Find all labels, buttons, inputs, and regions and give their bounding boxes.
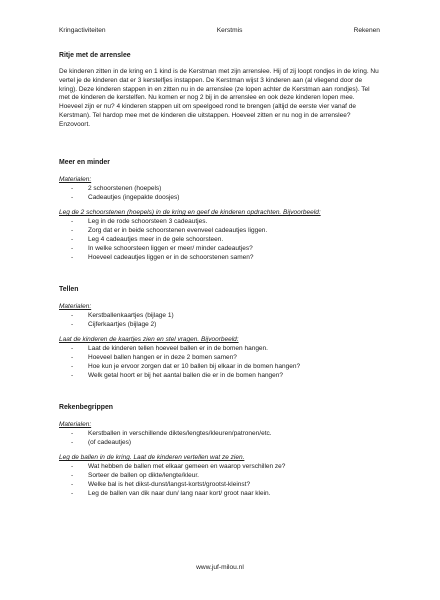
list-item: - Cijferkaartjes (bijlage 2) bbox=[59, 320, 380, 329]
section-ritje bbox=[59, 51, 380, 129]
page-header bbox=[59, 26, 380, 35]
materials-list bbox=[59, 429, 380, 447]
header-left: Kringactiviteiten bbox=[59, 27, 106, 34]
list-item: - Welke bal is het dikst-dunst/langst-kortst/grootst-kleinst? bbox=[59, 480, 380, 489]
page-footer bbox=[0, 563, 440, 572]
footer-url: www.juf-milou.nl bbox=[196, 564, 244, 571]
section-paragraph: De kinderen zitten in de kring en 1 kind is de Kerstman met zijn arrenslee. Hij of zij loopt rondjes in de kring. Nu vertel je de kinderen dat er 3 kerstelfjes instappen. De Kerstman wijst 3 kinderen aan (al vliegend door de kring). Deze kinderen stappen in en zitten nu in de arrenslee (ze lopen achter de Kerstman aan rondjes). Tel met de kinderen de kerstelfen. Nu komen er nog 2 bij in de arrenslee en ook deze kinderen lopen mee. Hoeveel zijn er nu? 4 kinderen stappen uit om speelgoed rond te brengen (altijd de eerste vier vanaf de Kerstman). Tel hardop mee met de kinderen die uitstappen. Hoeveel zitten er nu nog in de arrenslee? Enzovoort. bbox=[59, 68, 379, 128]
materials-label: Materialen: bbox=[59, 421, 92, 429]
instructions-list bbox=[59, 344, 380, 380]
section-title: Rekenbegrippen bbox=[59, 404, 113, 412]
list-item: - Leg de ballen van dik naar dun/ lang naar kort/ groot naar klein. bbox=[59, 489, 380, 498]
instructions-list bbox=[59, 462, 380, 498]
materials-list bbox=[59, 311, 380, 329]
list-item: - Kerstballenkaartjes (bijlage 1) bbox=[59, 311, 380, 320]
list-item: - Cadeautjes (ingepakte doosjes) bbox=[59, 193, 380, 202]
list-item: - (of cadeautjes) bbox=[59, 438, 380, 447]
header-right: Rekenen bbox=[353, 27, 380, 34]
instructions-label: Laat de kinderen de kaartjes zien en stel vragen. Bijvoorbeeld: bbox=[59, 336, 239, 344]
list-item: - Hoeveel ballen hangen er in deze 2 bomen samen? bbox=[59, 353, 380, 362]
list-item: - Hoe kun je ervoor zorgen dat er 10 ballen bij elkaar in de bomen hangen? bbox=[59, 362, 380, 371]
list-item: - Laat de kinderen tellen hoeveel ballen er in de bomen hangen. bbox=[59, 344, 380, 353]
list-item: - Welk getal hoort er bij het aantal ballen die er in de bomen hangen? bbox=[59, 371, 380, 380]
materials-label: Materialen: bbox=[59, 176, 92, 184]
section-title: Tellen bbox=[59, 286, 79, 294]
list-item: - In welke schoorsteen liggen er meer/ minder cadeautjes? bbox=[59, 244, 380, 253]
list-item: - Leg in de rode schoorsteen 3 cadeautjes. bbox=[59, 217, 380, 226]
materials-label: Materialen: bbox=[59, 303, 92, 311]
list-item: - Zorg dat er in beide schoorstenen evenveel cadeautjes liggen. bbox=[59, 226, 380, 235]
list-item: - Wat hebben de ballen met elkaar gemeen en waarop verschillen ze? bbox=[59, 462, 380, 471]
list-item: - Kerstballen in verschillende diktes/lengtes/kleuren/patronen/etc. bbox=[59, 429, 380, 438]
header-center: Kerstmis bbox=[216, 27, 243, 34]
section-rekenbegrippen bbox=[59, 403, 380, 498]
instructions-label: Leg de 2 schoorstenen (hoepels) in de kring en geef de kinderen opdrachten. Bijvoorbeeld: bbox=[59, 209, 321, 217]
materials-list bbox=[59, 184, 380, 202]
section-title: Meer en minder bbox=[59, 159, 110, 167]
section-tellen bbox=[59, 285, 380, 380]
list-item: - Leg 4 cadeautjes meer in de gele schoorsteen. bbox=[59, 235, 380, 244]
section-title: Ritje met de arrenslee bbox=[59, 52, 131, 59]
list-item: - Hoeveel cadeautjes liggen er in de schoorstenen samen? bbox=[59, 253, 380, 262]
list-item: - 2 schoorstenen (hoepels) bbox=[59, 184, 380, 193]
instructions-label: Leg de ballen in de kring. Laat de kinderen vertellen wat ze zien. bbox=[59, 454, 245, 462]
instructions-list bbox=[59, 217, 380, 262]
list-item: - Sorteer de ballen op dikte/lengte/kleur. bbox=[59, 471, 380, 480]
section-meer-en-minder bbox=[59, 158, 380, 262]
